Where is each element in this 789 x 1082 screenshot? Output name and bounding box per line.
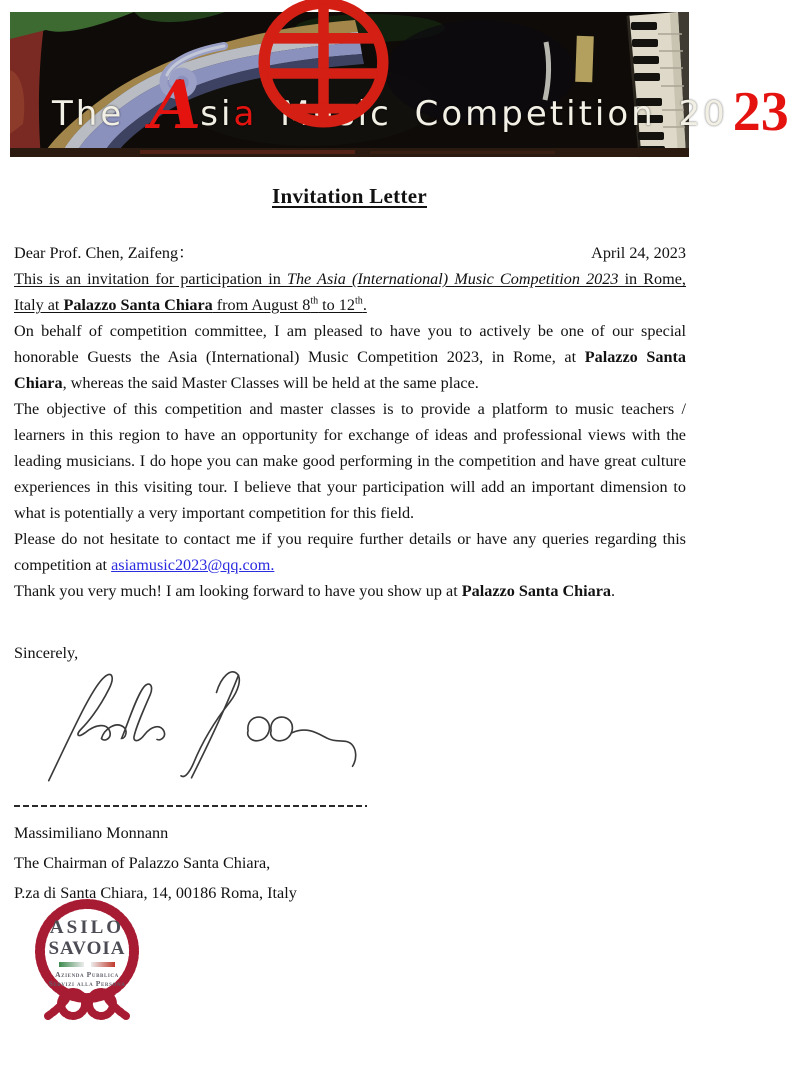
- banner-title-part: The: [52, 94, 148, 134]
- signature-line: [14, 805, 367, 807]
- asia-red-seal-icon: [0, 0, 663, 135]
- banner-title-part: Music Competition 20: [257, 94, 728, 134]
- seal-text: [28, 917, 146, 988]
- text-segment: , whereas the said Master Classes will be held at the same place.: [62, 374, 479, 392]
- text-segment: Thank you very much! I am looking forward to have you show up at: [14, 582, 462, 600]
- text-segment: Palazzo Santa Chiara: [63, 296, 213, 314]
- signer-name: Massimiliano Monnann: [14, 824, 169, 842]
- salutation-row: [14, 240, 686, 266]
- paragraph: [14, 396, 686, 526]
- banner-title-part: a: [233, 94, 258, 134]
- banner-title-part: 23: [732, 81, 789, 143]
- text-segment: in Rome, Italy at: [14, 270, 686, 314]
- text-segment: The Asia (International) Music Competition 2023: [286, 270, 619, 288]
- banner-artwork: [10, 12, 789, 157]
- signer-title: The Chairman of Palazzo Santa Chiara,: [14, 854, 271, 872]
- email-link[interactable]: asiamusic2023@qq.com.: [111, 556, 275, 574]
- signature-image: [20, 662, 365, 790]
- text-segment: .: [362, 296, 367, 314]
- paragraphs: [14, 266, 686, 604]
- paragraph: [14, 578, 686, 604]
- banner-title-part: si: [200, 94, 234, 134]
- closing: Sincerely,: [14, 644, 79, 662]
- text-segment: Palazzo Santa Chiara: [461, 582, 612, 600]
- seal-line-servizi: Servizi alla Persona: [48, 979, 126, 988]
- paragraph: [14, 266, 686, 318]
- salutation: Dear Prof. Chen, Zaifeng：: [14, 244, 195, 262]
- document-title: Invitation Letter: [272, 184, 427, 208]
- text-segment: from August 8: [212, 296, 311, 314]
- italian-flag-icon: [59, 962, 115, 967]
- signer-block: [14, 818, 297, 908]
- text-segment: .: [611, 582, 616, 600]
- text-segment: Please do not hesitate to contact me if you require further details or have any queries regarding this competition at: [14, 530, 686, 574]
- ordinal-suffix: th: [310, 295, 319, 307]
- seal-line-azienda: Azienda Pubblica: [55, 970, 119, 979]
- paragraph: [14, 318, 686, 396]
- text-segment: On behalf of competition committee, I am pleased to have you to actively be one of our special honorable Guests the Asia (International) Music Competition 2023, in Rome, at: [14, 322, 686, 366]
- asilo-savoia-seal: [28, 896, 146, 1030]
- paragraph: [14, 526, 686, 578]
- text-segment: to 12: [318, 296, 355, 314]
- letter-body: [14, 240, 686, 666]
- text-segment: The objective of this competition and master classes is to provide a platform to music teachers / learners in this region to have an opportunity for exchange of ideas and professional views with the leading musicians. I do hope you can make good performing in the competition and have great culture experiences in this visiting tour. I believe that your participation will add an important dimension to what is potentially a very important competition for this field.: [14, 400, 686, 522]
- seal-line-asilo: ASILO: [49, 917, 125, 938]
- date: April 24, 2023: [591, 244, 686, 262]
- signer-address: P.za di Santa Chiara, 14, 00186 Roma, Italy: [14, 884, 297, 902]
- seal-line-savoia: SAVOIA: [48, 938, 126, 959]
- banner-title-part: A: [150, 66, 202, 144]
- ordinal-suffix: th: [355, 295, 363, 307]
- text-segment: This is an invitation for participation in: [14, 270, 287, 288]
- text-segment: Palazzo Santa Chiara: [14, 348, 686, 392]
